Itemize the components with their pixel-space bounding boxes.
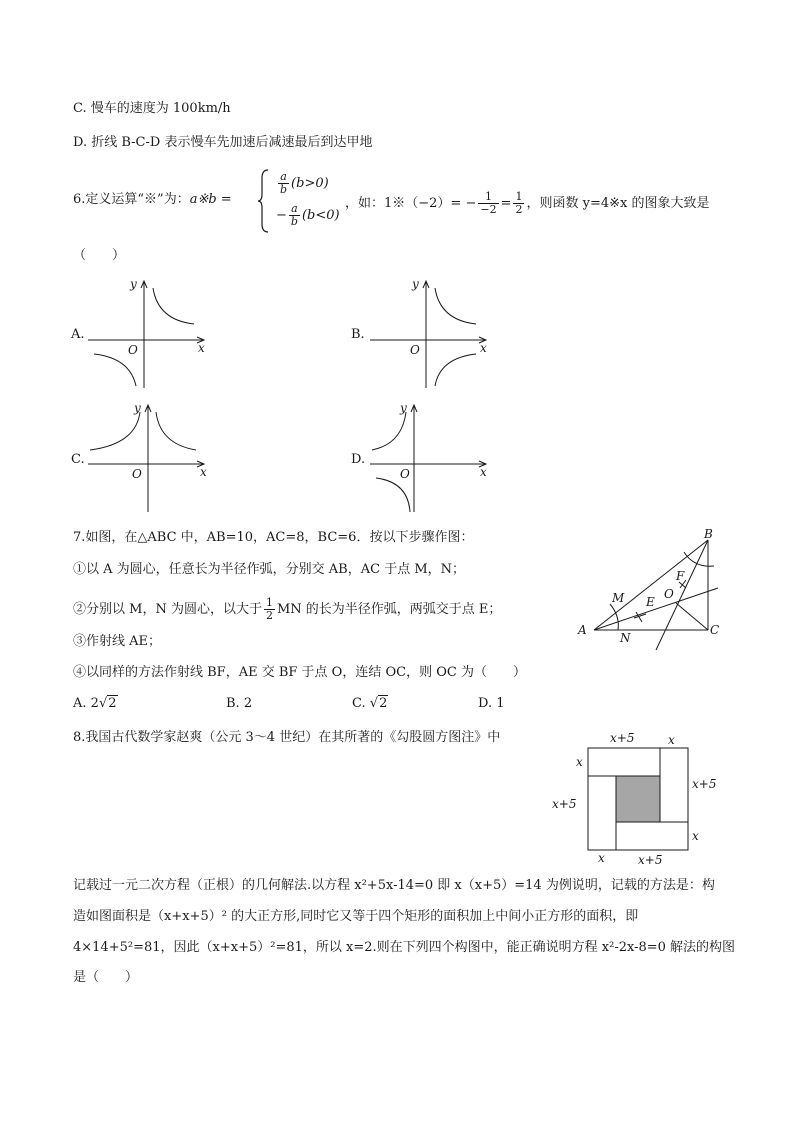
q6-graph-d-origin: O — [400, 467, 410, 481]
q7-step2-num: 1 — [265, 596, 273, 609]
q7-option-c-rad: 2 — [379, 696, 388, 711]
q7-option-c-sqrt: √ — [369, 696, 379, 711]
q7-option-a — [73, 695, 118, 713]
q8-fig-bottom-b: x+5 — [638, 853, 663, 867]
q6-graph-a — [88, 276, 213, 391]
q6-graph-c-x-label: x — [200, 465, 207, 479]
q8-fig-top-b: x — [668, 733, 675, 747]
q6-option-d-label: D. — [351, 452, 366, 467]
q7-fig-label-n: N — [620, 631, 631, 645]
q8-square-figure — [548, 728, 728, 868]
q6-ex-den: −2 — [480, 203, 497, 216]
q6-option-c-label: C. — [71, 452, 85, 467]
q6-case2-num: a — [289, 203, 300, 216]
q6-graph-b-x-label: x — [480, 341, 487, 355]
q7-fig-label-e: E — [646, 595, 655, 609]
q7-fig-label-f: F — [676, 569, 685, 583]
q8-line5: 是（ ） — [73, 970, 139, 985]
q8-fig-right-a: x+5 — [692, 777, 717, 791]
q6-graph-a-origin: O — [128, 343, 138, 357]
q7-option-c — [352, 695, 388, 713]
q6-case2 — [276, 203, 340, 228]
q8-line4: 4×14+5²=81，因此（x+x+5）²=81，所以 x=2.则在下列四个构图中，能正确说明方程 x²-2x-8=0 解法的构图 — [73, 940, 736, 955]
q6-graph-c-origin: O — [132, 467, 142, 481]
q7-step2-den: 2 — [265, 609, 273, 622]
q7-option-b: B. 2 — [226, 696, 253, 711]
q7-step2-b: MN 的长为半径作弧，两弧交于点 E； — [276, 602, 502, 617]
q6-case2-cond: (b<0) — [301, 208, 340, 223]
q7-option-a-sqrt: √ — [98, 696, 108, 711]
q7-fig-label-c: C — [710, 623, 720, 637]
q6-graph-b-origin: O — [410, 343, 420, 357]
q7-step2 — [73, 597, 501, 622]
q7-step2-a: ②分别以 M，N 为圆心，以大于 — [73, 602, 262, 617]
q6-suffix: ，则函数 y=4※x 的图象大致是 — [526, 196, 710, 211]
q6-case1 — [276, 171, 329, 196]
q6-example — [345, 191, 709, 216]
q6-graph-d-y-label: y — [400, 401, 407, 415]
q6-graph-d — [370, 400, 495, 515]
q8-line2: 记载过一元二次方程（正根）的几何解法.以方程 x²+5x-14=0 即 x（x+5）=14 为例说明，记载的方法是：构 — [73, 878, 715, 893]
q6-graph-b-y-label: y — [412, 277, 419, 291]
q6-ex-den2: 2 — [515, 203, 523, 216]
q6-case1-num: a — [278, 171, 289, 184]
q5-option-c: C. 慢车的速度为 100km/h — [73, 101, 231, 116]
q8-stem: 8.我国古代数学家赵爽（公元 3～4 世纪）在其所著的《勾股圆方图注》中 — [73, 730, 501, 745]
q6-option-a-label: A. — [71, 327, 85, 342]
q6-prefix: 6.定义运算“※”为： — [73, 192, 190, 207]
q6-graph-c-y-label: y — [134, 401, 141, 415]
q7-fig-label-o: O — [664, 587, 674, 601]
q6-graph-d-x-label: x — [480, 465, 487, 479]
q7-fig-label-a: A — [578, 623, 587, 637]
q8-fig-left-a: x — [576, 755, 583, 769]
q6-def-lhs: a※b = — [189, 192, 232, 207]
q6-ex-num: 1 — [478, 191, 498, 204]
q7-step3: ③作射线 AE； — [73, 634, 162, 649]
q7-triangle-figure — [576, 526, 726, 650]
q8-fig-left-b: x+5 — [552, 797, 577, 811]
q6-graph-a-y-label: y — [130, 277, 137, 291]
q6-case1-cond: (b>0) — [291, 176, 329, 191]
q6-ex-eq: = — [500, 196, 512, 211]
q6-answer-paren: （ ） — [73, 248, 126, 263]
q6-option-b-label: B. — [351, 327, 365, 342]
q5-option-d: D. 折线 B-C-D 表示慢车先加速后减速最后到达甲地 — [73, 135, 373, 150]
q8-fig-top-a: x+5 — [610, 731, 635, 745]
q6-graph-c — [88, 400, 213, 515]
q7-option-d: D. 1 — [478, 696, 505, 711]
q7-fig-label-b: B — [704, 527, 713, 541]
q6-case1-den: b — [280, 183, 288, 196]
q7-step1: ①以 A 为圆心，任意长为半径作弧，分别交 AB，AC 于点 M，N； — [73, 562, 466, 577]
q6-stem — [73, 191, 232, 209]
q8-line3: 造如图面积是（x+x+5）² 的大正方形,同时它又等于四个矩形的面积加上中间小正方形的面积，即 — [73, 909, 639, 924]
q7-option-a-pre: A. 2 — [73, 696, 99, 711]
q6-example-prefix: ，如：1※（−2）= − — [345, 196, 477, 211]
q6-case2-den: b — [290, 215, 298, 228]
q7-stem: 7.如图，在△ABC 中，AB=10，AC=8，BC=6．按以下步骤作图： — [73, 530, 474, 545]
q7-step4: ④以同样的方法作射线 BF，AE 交 BF 于点 O，连结 OC，则 OC 为（ ） — [73, 665, 526, 680]
q8-fig-right-b: x — [692, 829, 699, 843]
q6-graph-a-x-label: x — [198, 341, 205, 355]
q6-brace — [258, 168, 270, 234]
q6-graph-b — [370, 276, 495, 391]
q7-option-c-pre: C. — [352, 696, 366, 711]
q7-fig-label-m: M — [612, 591, 625, 605]
q7-option-a-rad: 2 — [108, 696, 117, 711]
q6-case2-minus: − — [276, 208, 287, 223]
q8-fig-bottom-a: x — [598, 851, 605, 865]
q6-ex-num2: 1 — [515, 190, 523, 203]
